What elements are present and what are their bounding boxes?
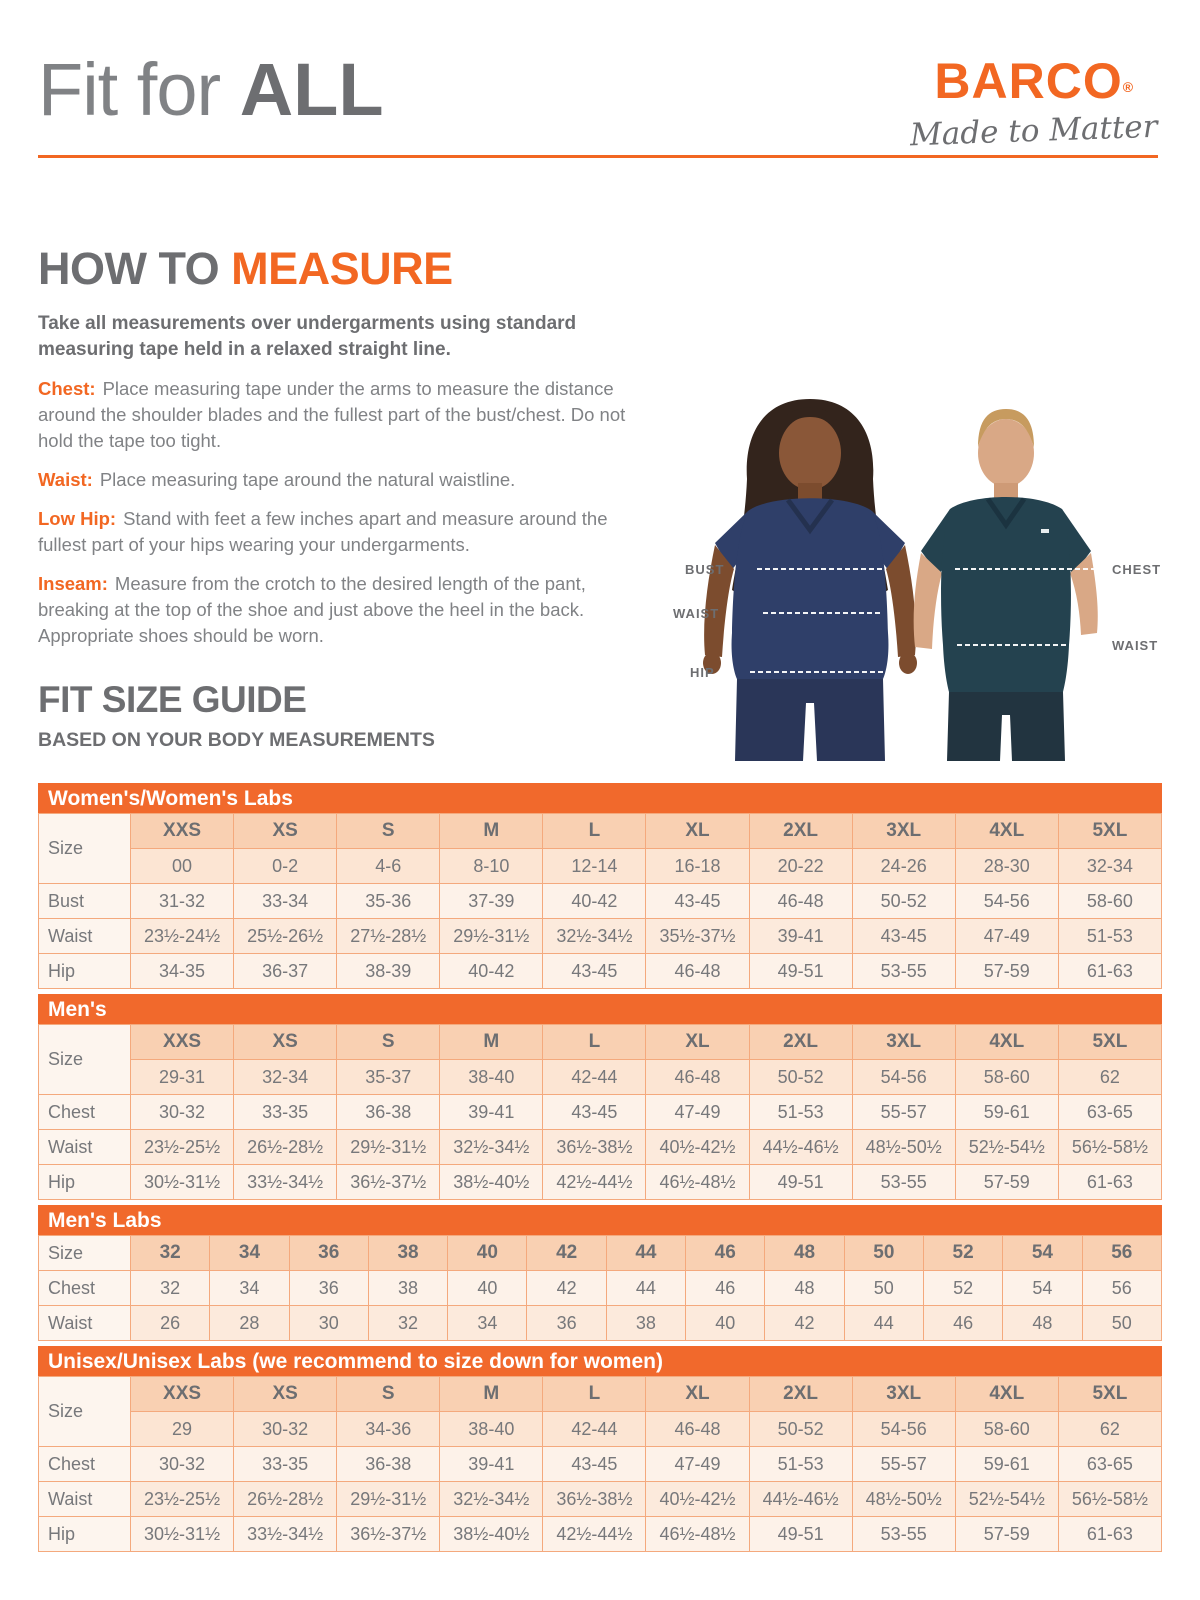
size-label-cell: Size <box>39 1377 131 1447</box>
numeric-size-cell: 54-56 <box>852 1412 955 1447</box>
measurement-value-cell: 39-41 <box>440 1095 543 1130</box>
measurement-value-cell: 36½-37½ <box>337 1165 440 1200</box>
measurement-value-cell: 52½-54½ <box>955 1130 1058 1165</box>
size-header-cell: M <box>440 1377 543 1412</box>
size-header-cell: 50 <box>844 1236 923 1271</box>
measurement-row <box>39 1130 1162 1165</box>
bust-label: BUST <box>685 562 725 577</box>
measurement-value-cell: 42½-44½ <box>543 1517 646 1552</box>
measurement-value-cell: 33½-34½ <box>234 1517 337 1552</box>
measurement-value-cell: 46 <box>686 1271 765 1306</box>
measurement-value-cell: 51-53 <box>749 1447 852 1482</box>
size-header-cell: 32 <box>131 1236 210 1271</box>
size-tables <box>38 783 1162 1552</box>
measurement-value-cell: 23½-25½ <box>131 1482 234 1517</box>
numeric-size-cell: 38-40 <box>440 1060 543 1095</box>
numeric-size-cell: 28-30 <box>955 849 1058 884</box>
measurement-value-cell: 33-35 <box>234 1095 337 1130</box>
size-header-cell: XS <box>234 1025 337 1060</box>
size-table-womens <box>38 783 1162 989</box>
measurement-row <box>39 1095 1162 1130</box>
measurement-value-cell: 23½-25½ <box>131 1130 234 1165</box>
measurement-value-cell: 29½-31½ <box>337 1482 440 1517</box>
measurement-value-cell: 43-45 <box>646 884 749 919</box>
numeric-size-row <box>39 1412 1162 1447</box>
measurement-value-cell: 55-57 <box>852 1447 955 1482</box>
measurement-value-cell: 26 <box>131 1306 210 1341</box>
size-header-cell: 4XL <box>955 1025 1058 1060</box>
measurement-value-cell: 36 <box>527 1306 606 1341</box>
numeric-size-cell: 62 <box>1058 1412 1161 1447</box>
size-header-cell: 2XL <box>749 814 852 849</box>
measure-item-label: Waist: <box>38 469 93 490</box>
chest-label: CHEST <box>1112 562 1162 577</box>
numeric-size-cell: 35-37 <box>337 1060 440 1095</box>
numeric-size-cell: 42-44 <box>543 1412 646 1447</box>
size-header-cell: S <box>337 814 440 849</box>
size-header-cell: S <box>337 1025 440 1060</box>
measurement-value-cell: 28 <box>210 1306 289 1341</box>
measurement-value-cell: 30-32 <box>131 1447 234 1482</box>
measurement-value-cell: 51-53 <box>1058 919 1161 954</box>
measurement-value-cell: 30½-31½ <box>131 1517 234 1552</box>
measurement-value-cell: 27½-28½ <box>337 919 440 954</box>
measurement-figures <box>645 383 1197 761</box>
size-header-cell: 52 <box>923 1236 1002 1271</box>
size-header-cell: 44 <box>606 1236 685 1271</box>
measurement-value-cell: 50 <box>844 1271 923 1306</box>
numeric-size-cell: 16-18 <box>646 849 749 884</box>
measurement-label-cell: Hip <box>39 1517 131 1552</box>
size-header-cell: 40 <box>448 1236 527 1271</box>
measurement-value-cell: 52½-54½ <box>955 1482 1058 1517</box>
numeric-size-cell: 46-48 <box>646 1060 749 1095</box>
measurement-value-cell: 47-49 <box>646 1095 749 1130</box>
table-title: Men's <box>38 994 1162 1024</box>
numeric-size-cell: 50-52 <box>749 1412 852 1447</box>
measurement-value-cell: 46 <box>923 1306 1002 1341</box>
measurement-value-cell: 52 <box>923 1271 1002 1306</box>
measurement-value-cell: 33-35 <box>234 1447 337 1482</box>
measurement-label-cell: Chest <box>39 1095 131 1130</box>
measurement-value-cell: 25½-26½ <box>234 919 337 954</box>
size-header-cell: 36 <box>289 1236 368 1271</box>
scrubs-models-illustration <box>645 383 1197 761</box>
numeric-size-row <box>39 1060 1162 1095</box>
measurement-value-cell: 34 <box>448 1306 527 1341</box>
size-table <box>38 1024 1162 1200</box>
measurement-value-cell: 32 <box>131 1271 210 1306</box>
measurement-value-cell: 63-65 <box>1058 1447 1161 1482</box>
measurement-value-cell: 36½-38½ <box>543 1482 646 1517</box>
brand-tagline: Made to Matter <box>909 108 1159 154</box>
measurement-value-cell: 47-49 <box>955 919 1058 954</box>
measurement-label-cell: Hip <box>39 954 131 989</box>
measurement-value-cell: 54-56 <box>955 884 1058 919</box>
measurement-row <box>39 1306 1162 1341</box>
measurement-value-cell: 46½-48½ <box>646 1165 749 1200</box>
size-header-cell: 5XL <box>1058 1025 1161 1060</box>
measurement-value-cell: 56 <box>1082 1271 1161 1306</box>
measurement-value-cell: 57-59 <box>955 954 1058 989</box>
measurement-value-cell: 40½-42½ <box>646 1130 749 1165</box>
measure-item-label: Low Hip: <box>38 508 117 529</box>
measurement-value-cell: 32½-34½ <box>440 1130 543 1165</box>
measurement-value-cell: 38-39 <box>337 954 440 989</box>
measurement-label-cell: Waist <box>39 1306 131 1341</box>
measurement-value-cell: 34-35 <box>131 954 234 989</box>
measurement-value-cell: 48½-50½ <box>852 1482 955 1517</box>
measurement-value-cell: 55-57 <box>852 1095 955 1130</box>
registered-mark-icon: ® <box>1122 79 1135 95</box>
numeric-size-cell: 20-22 <box>749 849 852 884</box>
title-bold: ALL <box>239 48 384 131</box>
measurement-value-cell: 44½-46½ <box>749 1482 852 1517</box>
measurement-value-cell: 43-45 <box>543 1447 646 1482</box>
measurement-value-cell: 36-38 <box>337 1447 440 1482</box>
measurement-value-cell: 44 <box>844 1306 923 1341</box>
size-table <box>38 813 1162 989</box>
size-header-cell: 34 <box>210 1236 289 1271</box>
numeric-size-cell: 29 <box>131 1412 234 1447</box>
measure-item: Chest: Place measuring tape under the arms to measure the distance around the shoulder blades and the fullest part of the bust/chest. Do not hold the tape too tight. <box>38 378 626 451</box>
woman-waist-label: WAIST <box>673 606 720 621</box>
measurement-value-cell: 43-45 <box>852 919 955 954</box>
measurement-row <box>39 884 1162 919</box>
size-header-row <box>39 1025 1162 1060</box>
numeric-size-cell: 30-32 <box>234 1412 337 1447</box>
numeric-size-cell: 8-10 <box>440 849 543 884</box>
fit-size-guide-subheading: BASED ON YOUR BODY MEASUREMENTS <box>38 729 435 751</box>
measurement-value-cell: 56½-58½ <box>1058 1482 1161 1517</box>
numeric-size-cell: 0-2 <box>234 849 337 884</box>
size-header-cell: L <box>543 1025 646 1060</box>
size-header-cell: XL <box>646 1025 749 1060</box>
size-table <box>38 1235 1162 1341</box>
measurement-label-cell: Waist <box>39 1482 131 1517</box>
measurement-value-cell: 31-32 <box>131 884 234 919</box>
numeric-size-cell: 4-6 <box>337 849 440 884</box>
measurement-value-cell: 48½-50½ <box>852 1130 955 1165</box>
measure-item-label: Inseam: <box>38 573 108 594</box>
size-header-cell: 4XL <box>955 1377 1058 1412</box>
size-header-cell: M <box>440 1025 543 1060</box>
measurement-value-cell: 36-37 <box>234 954 337 989</box>
numeric-size-cell: 46-48 <box>646 1412 749 1447</box>
size-header-cell: 42 <box>527 1236 606 1271</box>
size-header-cell: L <box>543 814 646 849</box>
size-label-cell: Size <box>39 1025 131 1095</box>
size-header-cell: M <box>440 814 543 849</box>
measurement-value-cell: 61-63 <box>1058 954 1161 989</box>
measurement-value-cell: 57-59 <box>955 1517 1058 1552</box>
measure-intro: Take all measurements over undergarments using standard measuring tape held in a relaxed straight line. <box>38 313 577 360</box>
how-to-measure-heading: HOW TO MEASURE <box>38 243 453 294</box>
numeric-size-cell: 29-31 <box>131 1060 234 1095</box>
measurement-value-cell: 40½-42½ <box>646 1482 749 1517</box>
measurement-label-cell: Bust <box>39 884 131 919</box>
measurement-value-cell: 40-42 <box>543 884 646 919</box>
numeric-size-cell: 34-36 <box>337 1412 440 1447</box>
measurement-value-cell: 48 <box>1003 1306 1082 1341</box>
measurement-row <box>39 1271 1162 1306</box>
measurement-row <box>39 1165 1162 1200</box>
measurement-value-cell: 50-52 <box>852 884 955 919</box>
measurement-value-cell: 38 <box>368 1271 447 1306</box>
size-header-cell: XS <box>234 1377 337 1412</box>
measurement-value-cell: 40-42 <box>440 954 543 989</box>
measurement-value-cell: 30-32 <box>131 1095 234 1130</box>
measure-item: Inseam: Measure from the crotch to the desired length of the pant, breaking at the top of the shoe and just above the heel in the back. Appropriate shoes should be worn. <box>38 573 586 646</box>
measure-item: Waist: Place measuring tape around the natural waistline. <box>38 469 516 490</box>
title-light: Fit for <box>38 48 240 131</box>
measurement-value-cell: 36-38 <box>337 1095 440 1130</box>
measurement-value-cell: 35-36 <box>337 884 440 919</box>
size-header-cell: 3XL <box>852 1025 955 1060</box>
size-header-cell: L <box>543 1377 646 1412</box>
size-header-cell: 5XL <box>1058 1377 1161 1412</box>
measurement-value-cell: 57-59 <box>955 1165 1058 1200</box>
numeric-size-cell: 32-34 <box>1058 849 1161 884</box>
size-header-cell: 38 <box>368 1236 447 1271</box>
measurement-value-cell: 43-45 <box>543 954 646 989</box>
measurement-label-cell: Chest <box>39 1271 131 1306</box>
measure-instructions <box>38 376 652 649</box>
numeric-size-cell: 00 <box>131 849 234 884</box>
numeric-size-cell: 58-60 <box>955 1412 1058 1447</box>
measure-item-label: Chest: <box>38 378 96 399</box>
page-header <box>38 50 1158 160</box>
measurement-row <box>39 1517 1162 1552</box>
measurement-value-cell: 56½-58½ <box>1058 1130 1161 1165</box>
measurement-value-cell: 29½-31½ <box>440 919 543 954</box>
measurement-value-cell: 61-63 <box>1058 1517 1161 1552</box>
measurement-value-cell: 26½-28½ <box>234 1130 337 1165</box>
size-header-cell: 2XL <box>749 1377 852 1412</box>
measurement-value-cell: 58-60 <box>1058 884 1161 919</box>
measurement-value-cell: 39-41 <box>749 919 852 954</box>
measurement-value-cell: 42½-44½ <box>543 1165 646 1200</box>
size-table-mens <box>38 994 1162 1200</box>
measurement-value-cell: 26½-28½ <box>234 1482 337 1517</box>
table-title: Unisex/Unisex Labs (we recommend to size down for women) <box>38 1346 1162 1376</box>
measurement-value-cell: 39-41 <box>440 1447 543 1482</box>
measurement-value-cell: 46-48 <box>646 954 749 989</box>
size-header-cell: 3XL <box>852 814 955 849</box>
measurement-value-cell: 34 <box>210 1271 289 1306</box>
measurement-value-cell: 38½-40½ <box>440 1517 543 1552</box>
fit-size-guide-heading: FIT SIZE GUIDE <box>38 679 307 720</box>
man-waist-label: WAIST <box>1112 638 1159 653</box>
measurement-value-cell: 33-34 <box>234 884 337 919</box>
man-figure <box>914 409 1098 761</box>
size-header-cell: XXS <box>131 1025 234 1060</box>
how-to-measure-section <box>38 245 652 649</box>
measurement-value-cell: 63-65 <box>1058 1095 1161 1130</box>
measurement-value-cell: 54 <box>1003 1271 1082 1306</box>
size-header-cell: 4XL <box>955 814 1058 849</box>
fit-size-guide-section <box>38 680 435 752</box>
measurement-value-cell: 36 <box>289 1271 368 1306</box>
measurement-label-cell: Chest <box>39 1447 131 1482</box>
size-header-row <box>39 1377 1162 1412</box>
measurement-row <box>39 954 1162 989</box>
table-title: Women's/Women's Labs <box>38 783 1162 813</box>
measurement-value-cell: 38½-40½ <box>440 1165 543 1200</box>
numeric-size-cell: 62 <box>1058 1060 1161 1095</box>
header-divider <box>38 155 1158 158</box>
measurement-value-cell: 46½-48½ <box>646 1517 749 1552</box>
measurement-label-cell: Waist <box>39 1130 131 1165</box>
measurement-label-cell: Waist <box>39 919 131 954</box>
size-table <box>38 1376 1162 1552</box>
measurement-value-cell: 48 <box>765 1271 844 1306</box>
table-title: Men's Labs <box>38 1205 1162 1235</box>
size-header-cell: S <box>337 1377 440 1412</box>
numeric-size-cell: 54-56 <box>852 1060 955 1095</box>
size-header-row <box>39 814 1162 849</box>
measurement-value-cell: 50 <box>1082 1306 1161 1341</box>
measurement-value-cell: 61-63 <box>1058 1165 1161 1200</box>
size-header-cell: 2XL <box>749 1025 852 1060</box>
measurement-value-cell: 53-55 <box>852 1517 955 1552</box>
measurement-value-cell: 30½-31½ <box>131 1165 234 1200</box>
numeric-size-row <box>39 849 1162 884</box>
measurement-value-cell: 35½-37½ <box>646 919 749 954</box>
size-header-cell: 48 <box>765 1236 844 1271</box>
brand-logo <box>909 53 1159 154</box>
measurement-value-cell: 44 <box>606 1271 685 1306</box>
measurement-value-cell: 53-55 <box>852 954 955 989</box>
measurement-value-cell: 49-51 <box>749 1165 852 1200</box>
measurement-value-cell: 53-55 <box>852 1165 955 1200</box>
measurement-value-cell: 23½-24½ <box>131 919 234 954</box>
size-label-cell: Size <box>39 814 131 884</box>
size-header-row <box>39 1236 1162 1271</box>
measurement-value-cell: 32½-34½ <box>543 919 646 954</box>
size-header-cell: XL <box>646 1377 749 1412</box>
measurement-value-cell: 40 <box>448 1271 527 1306</box>
size-header-cell: XS <box>234 814 337 849</box>
size-header-cell: XXS <box>131 1377 234 1412</box>
hip-label: HIP <box>690 665 715 680</box>
measurement-value-cell: 43-45 <box>543 1095 646 1130</box>
size-label-cell: Size <box>39 1236 131 1271</box>
size-header-cell: 3XL <box>852 1377 955 1412</box>
measurement-value-cell: 44½-46½ <box>749 1130 852 1165</box>
size-header-cell: 46 <box>686 1236 765 1271</box>
size-header-cell: 5XL <box>1058 814 1161 849</box>
size-header-cell: XL <box>646 814 749 849</box>
size-header-cell: XXS <box>131 814 234 849</box>
numeric-size-cell: 58-60 <box>955 1060 1058 1095</box>
measurement-value-cell: 49-51 <box>749 954 852 989</box>
measurement-value-cell: 36½-37½ <box>337 1517 440 1552</box>
woman-figure <box>703 399 917 761</box>
measurement-row <box>39 919 1162 954</box>
size-table-mens-labs <box>38 1205 1162 1341</box>
measurement-row <box>39 1447 1162 1482</box>
numeric-size-cell: 32-34 <box>234 1060 337 1095</box>
measure-item: Low Hip: Stand with feet a few inches apart and measure around the fullest part of your hips wearing your undergarments. <box>38 508 608 555</box>
measurement-value-cell: 40 <box>686 1306 765 1341</box>
measurement-value-cell: 38 <box>606 1306 685 1341</box>
measurement-value-cell: 36½-38½ <box>543 1130 646 1165</box>
numeric-size-cell: 24-26 <box>852 849 955 884</box>
measurement-value-cell: 49-51 <box>749 1517 852 1552</box>
measurement-value-cell: 59-61 <box>955 1095 1058 1130</box>
measurement-row <box>39 1482 1162 1517</box>
measurement-value-cell: 32 <box>368 1306 447 1341</box>
numeric-size-cell: 38-40 <box>440 1412 543 1447</box>
size-header-cell: 54 <box>1003 1236 1082 1271</box>
measurement-value-cell: 51-53 <box>749 1095 852 1130</box>
measurement-value-cell: 42 <box>765 1306 844 1341</box>
measurement-value-cell: 42 <box>527 1271 606 1306</box>
numeric-size-cell: 12-14 <box>543 849 646 884</box>
measurement-value-cell: 59-61 <box>955 1447 1058 1482</box>
brand-name: BARCO® <box>934 53 1135 109</box>
numeric-size-cell: 50-52 <box>749 1060 852 1095</box>
measurement-value-cell: 29½-31½ <box>337 1130 440 1165</box>
measurement-value-cell: 30 <box>289 1306 368 1341</box>
measurement-label-cell: Hip <box>39 1165 131 1200</box>
measurement-value-cell: 47-49 <box>646 1447 749 1482</box>
measurement-value-cell: 33½-34½ <box>234 1165 337 1200</box>
size-table-unisex <box>38 1346 1162 1552</box>
measurement-value-cell: 37-39 <box>440 884 543 919</box>
size-header-cell: 56 <box>1082 1236 1161 1271</box>
measurement-value-cell: 32½-34½ <box>440 1482 543 1517</box>
numeric-size-cell: 42-44 <box>543 1060 646 1095</box>
measurement-value-cell: 46-48 <box>749 884 852 919</box>
